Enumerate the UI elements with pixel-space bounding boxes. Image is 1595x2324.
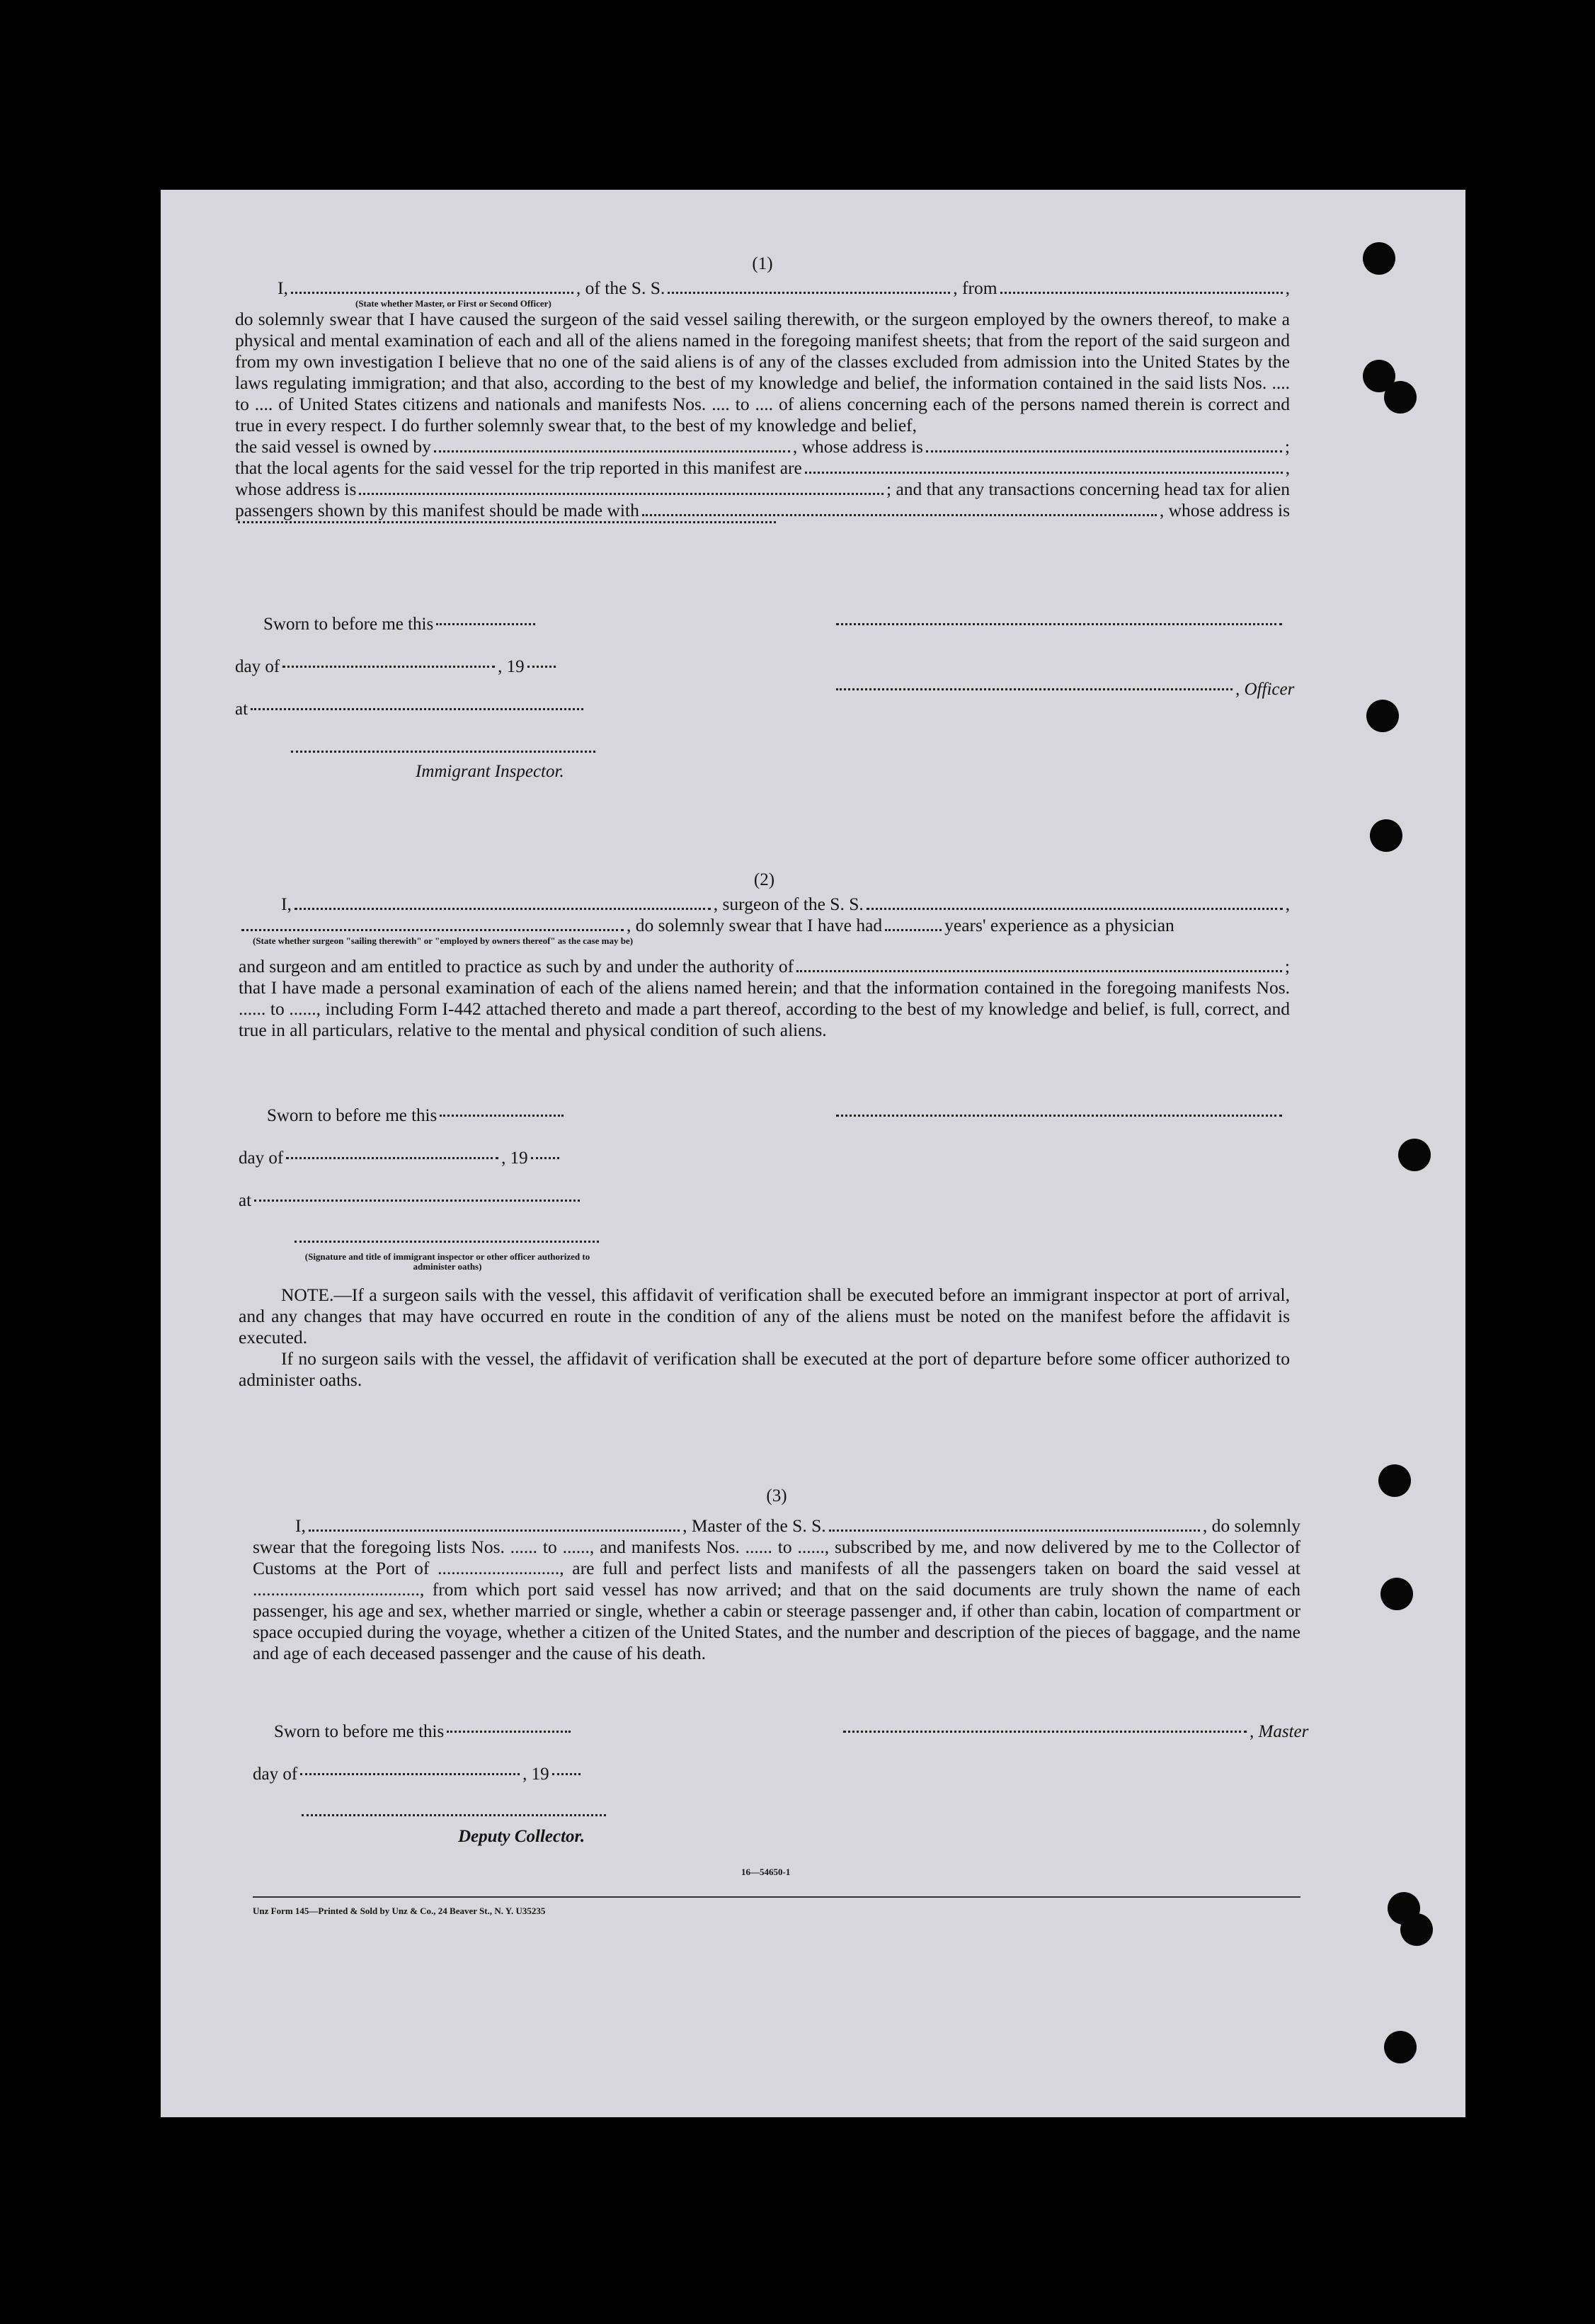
master-signature-field[interactable] (843, 1731, 1247, 1733)
inspector-title: Immigrant Inspector. (416, 762, 564, 781)
officer-signature-line[interactable] (836, 623, 1282, 625)
affidavit-body: that I have made a personal examination of each of the aliens named herein; and that the information contained in the foregoing manifests Nos. ...... to ......, including Form I-442 attached thereto and made a part thereof, according to the best of my knowledge and belief, is full, correct, and true in all particulars, relative to the mental and physical condition of such aliens. (239, 977, 1290, 1040)
surgeon-vessel-field[interactable] (867, 908, 1283, 910)
officer-signature-field[interactable] (295, 1241, 599, 1243)
affidavit-master: (1) I, , of the S. S. , from , (State whether Master, or First or Second Officer) do solemnly swear that I have caused the surgeon of the said vessel sailing therewith, or the surgeon employed by the owners thereof, to make a physical and mental examination of each and all of the aliens named in the foregoing manifest sheets; that from the report of the said surgeon and from my own investigation I believe that no one of the said aliens is of any of the classes excluded from admission into the United States by the laws regulating immigration; and that also, according to the best of my knowledge and belief, the information contained in the said lists Nos. .... to .... of United States citizens and nationals and manifests Nos. .... to .... of aliens concerning each of the persons named therein is correct and true in every respect. I do further solemnly swear that, to the best of my knowledge and belief, the said vessel is owned by , whose address is ; that the local agents for the said vessel for the trip reported in this manifest are , whose address is ; and that any transactions concerning head tax for alien passengers shown by this manifest should be made with , whose address is (235, 254, 1290, 528)
punch-hole (1366, 700, 1399, 732)
punch-hole (1370, 819, 1402, 852)
punch-hole (1363, 242, 1395, 275)
footer-rule (253, 1896, 1300, 1898)
section-number: (1) (752, 254, 773, 273)
affidavit-body: swear that the foregoing lists Nos. ...... to ......, and manifests Nos. ...... to ......, subscribed by me, and now delivered by me to the Collector of Customs at the Port of ..........................., are full and perfect lists and manifests of all the passengers taken on board the said vessel at ....................................., from which port said vessel has now arrived; and that on the said documents are truly shown the name of each passenger, his age and sex, whether married or single, whether a cabin or steerage passenger and, if other than cabin, location of compartment or space occupied during the voyage, whether a citizen of the United States, and the number and description of the pieces of baggage, and the name and age of each deceased passenger and the cause of his death. (253, 1537, 1300, 1663)
surgeon-status-field[interactable] (241, 929, 624, 931)
surgeon-signature-field[interactable] (836, 1115, 1282, 1117)
punch-hole (1400, 1913, 1433, 1946)
owner-address-field[interactable] (926, 450, 1282, 452)
master-vessel-field[interactable] (829, 1530, 1200, 1532)
officer-signature-field[interactable] (836, 688, 1233, 690)
punch-hole (1384, 381, 1417, 414)
punch-hole (1380, 1578, 1413, 1610)
collector-signature-field[interactable] (302, 1814, 606, 1816)
vessel-name-field[interactable] (668, 292, 950, 294)
declarant-line: I, , of the S. S. , from , (278, 278, 1291, 298)
punch-hole (1384, 2031, 1417, 2063)
from-port-field[interactable] (1000, 292, 1283, 294)
years-experience-field[interactable] (885, 929, 942, 931)
form-page: (1) I, , of the S. S. , from , (State whether Master, or First or Second Officer) do solemnly swear that I have caused the surgeon of the said vessel sailing therewith, or the surgeon employed by the owners thereof, to make a physical and mental examination of each and all of the aliens named in the foregoing manifest sheets; that from the report of the said surgeon and from my own investigation I believe that no one of the said aliens is of any of the classes excluded from admission into the United States by the laws regulating immigration; and that also, according to the best of my knowledge and belief, the information contained in the said lists Nos. .... to .... of United States citizens and nationals and manifests Nos. .... to .... of aliens concerning each of the persons named therein is correct and true in every respect. I do further solemnly swear that, to the best of my knowledge and belief, the said vessel is owned by , whose address is ; that the local agents for the said vessel for the trip reported in this manifest are , whose address is ; and that any transactions concerning head tax for alien passengers shown by this manifest should be made with , whose address is Sworn to before me this day of , 19 at Immigrant Inspector. , Officer (2) I, , surgeon of the S. S. , , do solemnly swear that I have had years' experience as a physician (State whether surgeon "sailing therewith" or "employed by owners thereof" as the case may be) and surgeon and am entitled to practice as such by and under the authority of ; that I have made a personal examination of each of the aliens named herein; and that the information contained in the foregoing manifests Nos. ...... to ......, including Form I-442 attached thereto and made a part thereof, according to the best of my knowledge and belief, is full, correct, and true in all particulars, relative to the mental and physical condition of such aliens. Sworn to before me this day of , 19 at (Signature and title of immigrant inspector or other officer authorized to administer oaths) NOTE.—If a surgeon sails with the vessel, this affidavit of verification shall be executed before an immigrant inspector at port of arrival, and any changes that may have occurred en route in the condition of any of the aliens must be noted on the manifest before the affidavit is executed. If no surgeon sails with the vessel, the affidavit of verification shall be executed at the port of departure before some officer authorized to administer oaths. (3) I, , Master of the S. S. , do solemnly swear that the foregoing lists Nos. ...... to ......, and manifests Nos. ...... to ......, subscribed by me, and now delivered by me to the Collector of Customs at the Port of ..........................., are full and perfect lists and manifests of all the passengers taken on board the said vessel at ....................................., from which port said vessel has now arrived; and that on the said documents are truly shown the name of each passenger, his age and sex, whether married or single, whether a cabin or steerage passenger and, if other than cabin, location of compartment or space occupied during the voyage, whether a citizen of the United States, and the number and description of the pieces of baggage, and the name and age of each deceased passenger and the cause of his death. Sworn to before me this , Master day of , 19 Deputy Collector. 16—54650-1 Unz Form 145—Printed & Sold by Unz & Co., 24 Beaver St., N. Y. U35235 (161, 190, 1465, 2117)
note-paragraph-2: If no surgeon sails with the vessel, the affidavit of verification shall be executed at the port of departure before some officer authorized to administer oaths. (239, 1348, 1290, 1390)
note-block (239, 1285, 1290, 1391)
authority-field[interactable] (796, 970, 1282, 972)
head-tax-agent-field[interactable] (642, 514, 1157, 516)
section-number: (3) (766, 1486, 787, 1505)
punch-hole (1398, 1139, 1431, 1171)
note-paragraph-1: NOTE.—If a surgeon sails with the vessel, this affidavit of verification shall be executed before an immigrant inspector at port of arrival, and any changes that may have occurred en route in the condition of any of the aliens must be noted on the manifest before the affidavit is executed. (239, 1285, 1290, 1348)
inspector-signature-field[interactable] (291, 751, 595, 753)
at-place-field[interactable] (251, 708, 583, 710)
affidavit-surgeon: (2) I, , surgeon of the S. S. , , do solemnly swear that I have had years' experience as a physician (State whether surgeon "sailing therewith" or "employed by owners thereof" as the case may be) and surgeon and am entitled to practice as such by and under the authority of ; that I have made a personal examination of each of the aliens named herein; and that the information contained in the foregoing manifests Nos. ...... to ......, including Form I-442 attached thereto and made a part thereof, according to the best of my knowledge and belief, is full, correct, and true in all particulars, relative to the mental and physical condition of such aliens. (239, 870, 1290, 1040)
officer-name-field[interactable] (291, 292, 573, 294)
signature-note: (Signature and title of immigrant inspector or other officer authorized to administer oaths) (304, 1251, 590, 1272)
printer-imprint: Unz Form 145—Printed & Sold by Unz & Co., 24 Beaver St., N. Y. U35235 (253, 1906, 546, 1916)
sworn-date-field[interactable] (436, 623, 535, 625)
affidavit-deputy-collector: (3) I, , Master of the S. S. , do solemnly swear that the foregoing lists Nos. ...... to ......, and manifests Nos. ...... to ......, subscribed by me, and now delivered by me to the Collector of Customs at the Port of ..........................., are full and perfect lists and manifests of all the passengers taken on board the said vessel at ....................................., from which port said vessel has now arrived; and that on the said documents are truly shown the name of each passenger, his age and sex, whether married or single, whether a cabin or steerage passenger and, if other than cabin, location of compartment or space occupied during the voyage, whether a citizen of the United States, and the number and description of the pieces of baggage, and the name and age of each deceased passenger and the cause of his death. (253, 1486, 1301, 1663)
agents-address-field[interactable] (359, 493, 884, 495)
field-note: (State whether surgeon "sailing therewith" or "employed by owners thereof" as the case may be) (253, 935, 634, 946)
section-number: (2) (753, 870, 775, 889)
field-note: (State whether Master, or First or Second Officer) (355, 298, 551, 309)
day-field[interactable] (282, 666, 495, 668)
surgeon-name-field[interactable] (295, 908, 711, 910)
collector-title: Deputy Collector. (458, 1827, 585, 1846)
owner-field[interactable] (434, 450, 790, 452)
head-tax-address-field[interactable] (238, 521, 776, 523)
agents-field[interactable] (805, 472, 1283, 474)
master-name-field[interactable] (309, 1530, 680, 1532)
form-code: 16—54650-1 (741, 1867, 791, 1877)
punch-hole (1378, 1464, 1411, 1497)
affidavit-body: do solemnly swear that I have caused the surgeon of the said vessel sailing therewith, or the surgeon employed by the owners thereof, to make a physical and mental examination of each and all of the aliens named in the foregoing manifest sheets; that from the report of the said surgeon and from my own investigation I believe that no one of the said aliens is of any of the classes excluded from admission into the United States by the laws regulating immigration; and that also, according to the best of my knowledge and belief, the information contained in the said lists Nos. .... to .... of United States citizens and nationals and manifests Nos. .... to .... of aliens concerning each of the persons named therein is correct and true in every respect. I do further solemnly swear that, to the best of my knowledge and belief, (235, 309, 1290, 435)
